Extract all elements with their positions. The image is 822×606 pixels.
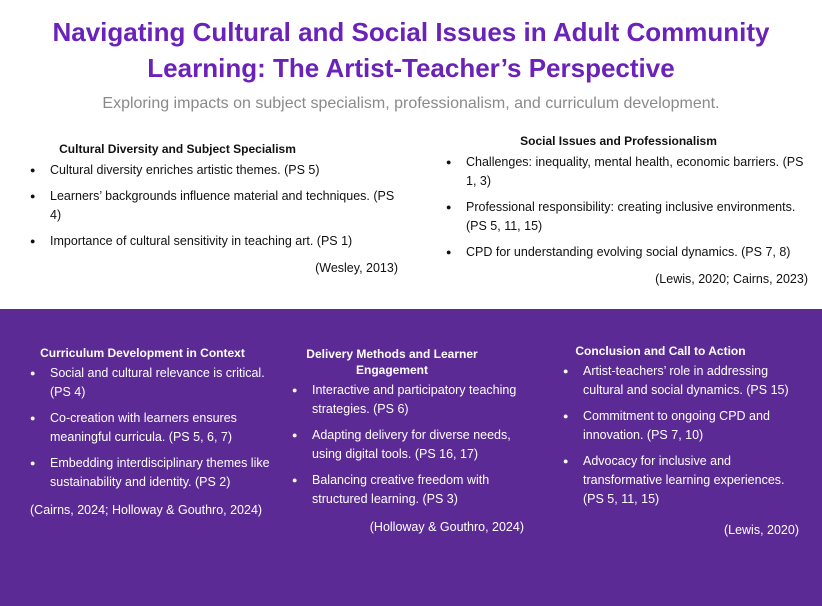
- citation: (Wesley, 2013): [315, 261, 398, 275]
- bullet-list: [563, 362, 799, 509]
- list-item: ● Co-creation with learners ensures meaningful curricula. (PS 5, 6, 7): [30, 409, 275, 447]
- bullet-list: [30, 161, 402, 251]
- title-line-1: Navigating Cultural and Social Issues in Adult Community: [52, 17, 770, 47]
- list-item: ● Adapting delivery for diverse needs, using digital tools. (PS 16, 17): [292, 426, 532, 464]
- list-item: ● CPD for understanding evolving social dynamics. (PS 7, 8): [446, 243, 808, 262]
- page-subtitle: Exploring impacts on subject specialism, professionalism, and curriculum development.: [102, 95, 720, 112]
- list-item: ● Advocacy for inclusive and transformative learning experiences. (PS 5, 11, 15): [563, 452, 799, 509]
- list-item: ● Learners’ backgrounds influence material and techniques. (PS 4): [30, 187, 402, 225]
- list-item: ● Professional responsibility: creating inclusive environments. (PS 5, 11, 15): [446, 198, 808, 236]
- list-item: ● Artist-teachers’ role in addressing cultural and social dynamics. (PS 15): [563, 362, 799, 400]
- bullet-list: [30, 364, 275, 492]
- section-heading: Conclusion and Call to Action: [575, 344, 746, 358]
- title-line-2: Learning: The Artist-Teacher’s Perspective: [147, 53, 675, 83]
- list-item: ● Interactive and participatory teaching strategies. (PS 6): [292, 381, 532, 419]
- list-item: ● Embedding interdisciplinary themes like sustainability and identity. (PS 2): [30, 454, 275, 492]
- section-social-issues: [446, 133, 808, 289]
- section-heading: Curriculum Development in Context: [40, 346, 245, 360]
- citation: (Holloway & Gouthro, 2024): [369, 520, 524, 534]
- page-title: [0, 14, 822, 86]
- section-delivery-methods: [292, 346, 532, 537]
- section-curriculum-development: [30, 345, 275, 520]
- bullet-list: [446, 153, 808, 262]
- bullet-list: [292, 381, 532, 509]
- section-heading: Delivery Methods and Learner Engagement: [306, 347, 478, 377]
- citation: (Lewis, 2020): [723, 523, 799, 537]
- citation: (Lewis, 2020; Cairns, 2023): [655, 272, 808, 286]
- section-heading: Social Issues and Professionalism: [520, 134, 717, 148]
- list-item: ● Importance of cultural sensitivity in teaching art. (PS 1): [30, 232, 402, 251]
- section-heading: Cultural Diversity and Subject Specialism: [59, 142, 296, 156]
- citation: (Cairns, 2024; Holloway & Gouthro, 2024): [30, 503, 263, 517]
- list-item: ● Balancing creative freedom with structured learning. (PS 3): [292, 471, 532, 509]
- list-item: ● Cultural diversity enriches artistic themes. (PS 5): [30, 161, 402, 180]
- list-item: ● Commitment to ongoing CPD and innovation. (PS 7, 10): [563, 407, 799, 445]
- section-cultural-diversity: [30, 141, 402, 278]
- section-conclusion: [563, 343, 799, 540]
- list-item: ● Social and cultural relevance is critical. (PS 4): [30, 364, 275, 402]
- list-item: ● Challenges: inequality, mental health, economic barriers. (PS 1, 3): [446, 153, 808, 191]
